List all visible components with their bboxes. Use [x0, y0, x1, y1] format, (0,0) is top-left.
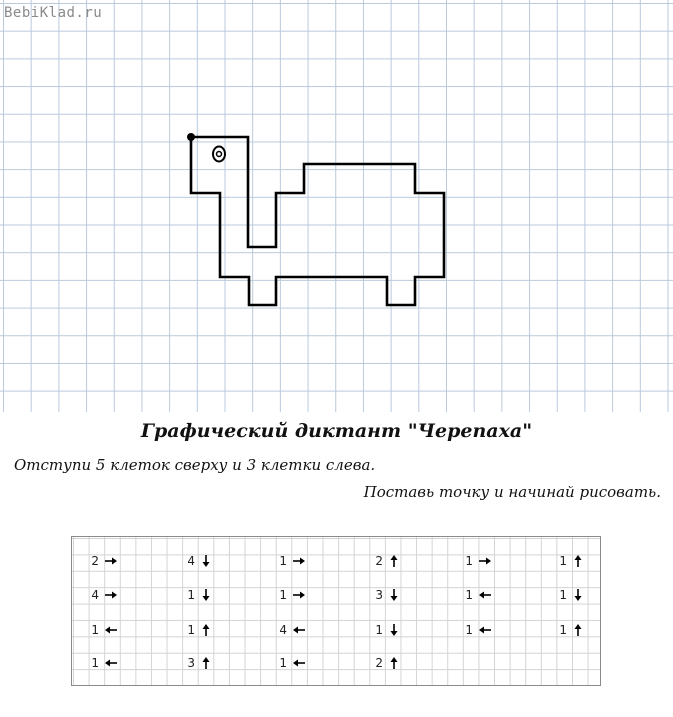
dictation-step	[172, 551, 212, 571]
dictation-step	[360, 585, 400, 605]
turtle-outline	[191, 137, 444, 305]
arrow-up-icon	[388, 554, 400, 568]
step-count: 3	[187, 656, 195, 670]
dictation-step	[544, 551, 584, 571]
step-count: 4	[187, 554, 195, 568]
dictation-step	[172, 585, 212, 605]
dictation-step	[452, 551, 492, 571]
step-count: 4	[91, 588, 99, 602]
watermark: BebiKlad.ru	[4, 5, 103, 21]
dictation-step	[172, 653, 212, 673]
turtle-eye-inner	[217, 152, 222, 157]
step-count: 1	[559, 554, 567, 568]
step-count: 1	[91, 623, 99, 637]
arrow-left-icon	[104, 657, 118, 669]
arrow-down-icon	[388, 588, 400, 602]
dictation-step	[266, 620, 306, 640]
dictation-step	[78, 585, 118, 605]
step-count: 2	[375, 554, 383, 568]
instruction-start: Поставь точку и начинай рисовать.	[363, 483, 661, 501]
arrow-right-icon	[104, 589, 118, 601]
step-count: 1	[465, 623, 473, 637]
arrow-left-icon	[292, 657, 306, 669]
dictation-step	[360, 551, 400, 571]
start-point	[187, 133, 195, 141]
arrow-up-icon	[200, 623, 212, 637]
arrow-down-icon	[200, 588, 212, 602]
instruction-offset: Отступи 5 клеток сверху и 3 клетки слева.	[14, 456, 376, 474]
arrow-left-icon	[104, 624, 118, 636]
dictation-step	[544, 620, 584, 640]
step-count: 3	[375, 588, 383, 602]
dictation-step	[266, 653, 306, 673]
step-count: 1	[279, 588, 287, 602]
dictation-step	[360, 620, 400, 640]
step-count: 1	[375, 623, 383, 637]
dictation-step	[266, 585, 306, 605]
step-count: 2	[375, 656, 383, 670]
dictation-step	[172, 620, 212, 640]
arrow-right-icon	[292, 555, 306, 567]
arrow-left-icon	[478, 589, 492, 601]
dictation-step	[78, 620, 118, 640]
arrow-left-icon	[292, 624, 306, 636]
dictation-step	[360, 653, 400, 673]
arrow-down-icon	[388, 623, 400, 637]
dictation-step	[452, 620, 492, 640]
arrow-up-icon	[388, 656, 400, 670]
step-count: 1	[559, 588, 567, 602]
step-count: 1	[279, 656, 287, 670]
step-count: 1	[187, 623, 195, 637]
arrow-right-icon	[104, 555, 118, 567]
dictation-step	[452, 585, 492, 605]
step-count: 1	[91, 656, 99, 670]
arrow-down-icon	[572, 588, 584, 602]
dictation-step	[78, 653, 118, 673]
step-count: 2	[91, 554, 99, 568]
dictation-step	[266, 551, 306, 571]
dictation-step	[78, 551, 118, 571]
page-title: Графический диктант "Черепаха"	[140, 420, 533, 442]
dictation-step	[544, 585, 584, 605]
step-count: 1	[187, 588, 195, 602]
arrow-right-icon	[292, 589, 306, 601]
step-count: 1	[279, 554, 287, 568]
step-count: 1	[465, 554, 473, 568]
arrow-down-icon	[200, 554, 212, 568]
arrow-left-icon	[478, 624, 492, 636]
step-count: 1	[559, 623, 567, 637]
step-count: 1	[465, 588, 473, 602]
arrow-up-icon	[200, 656, 212, 670]
dictation-table	[71, 536, 601, 686]
arrow-up-icon	[572, 623, 584, 637]
step-count: 4	[279, 623, 287, 637]
arrow-right-icon	[478, 555, 492, 567]
turtle-eye-outer	[213, 147, 225, 162]
arrow-up-icon	[572, 554, 584, 568]
